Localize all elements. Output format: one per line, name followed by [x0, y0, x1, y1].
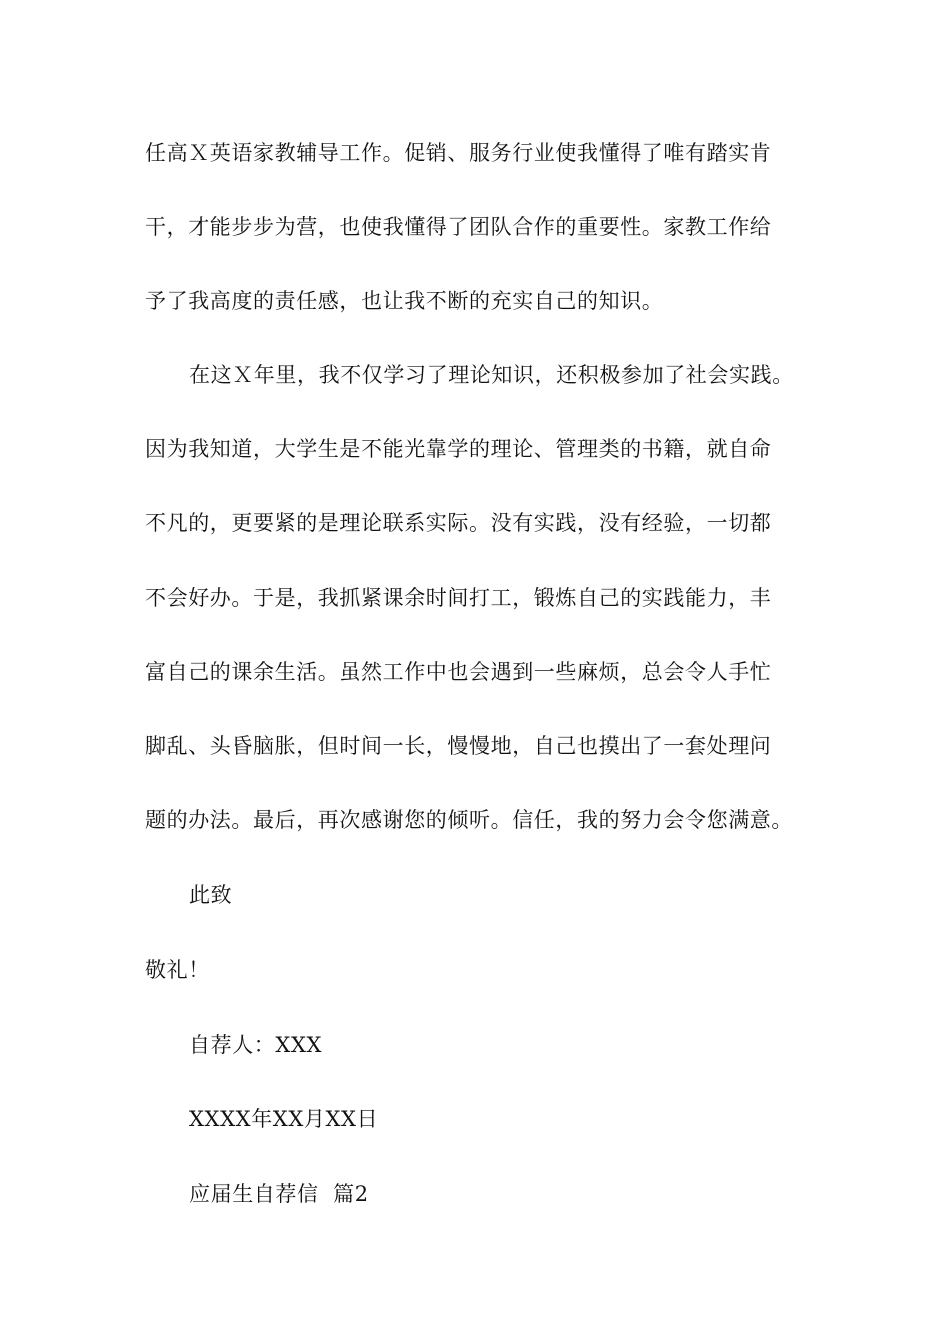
signature-text: 自荐人：XXX	[189, 1033, 323, 1057]
body-line-9: 脚乱、头昏脑胀，但时间一长，慢慢地，自己也摸出了一套处理问	[145, 734, 772, 758]
next-section-title: 应届生自荐信 篇2	[189, 1182, 369, 1206]
body-line-6: 不凡的，更要紧的是理论联系实际。没有实践，没有经验，一切都	[145, 511, 772, 535]
body-line-4: 在这Ｘ年里，我不仅学习了理论知识，还积极参加了社会实践。	[189, 363, 794, 387]
body-line-10: 题的办法。最后，再次感谢您的倾听。信任，我的努力会令您满意。	[145, 808, 793, 832]
body-line-2: 干，才能步步为营，也使我懂得了团队合作的重要性。家教工作给	[145, 215, 772, 239]
body-line-3: 予了我高度的责任感，也让我不断的充实自己的知识。	[145, 289, 664, 313]
body-line-1: 任高Ｘ英语家教辅导工作。促销、服务行业使我懂得了唯有踏实肯	[145, 141, 772, 165]
salute-text: 敬礼！	[145, 958, 210, 982]
date-text: XXXX年XX月XX日	[189, 1107, 379, 1131]
body-line-8: 富自己的课余生活。虽然工作中也会遇到一些麻烦，总会令人手忙	[145, 660, 772, 684]
body-line-5: 因为我知道，大学生是不能光靠学的理论、管理类的书籍，就自命	[145, 437, 772, 461]
closing-text: 此致	[189, 883, 233, 907]
body-line-7: 不会好办。于是，我抓紧课余时间打工，锻炼自己的实践能力，丰	[145, 586, 772, 610]
